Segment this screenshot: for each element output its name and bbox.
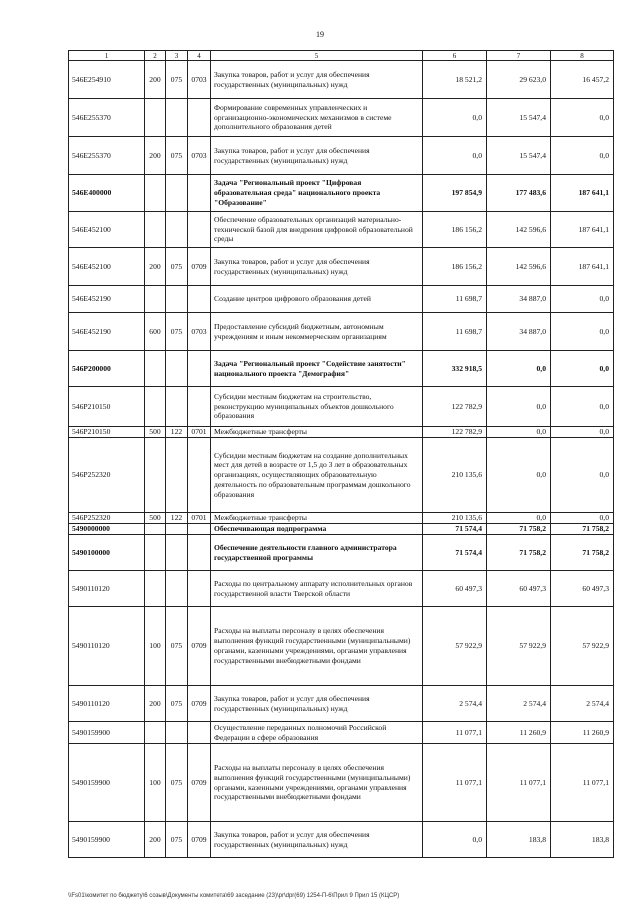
kvr-cell: 500 — [145, 513, 166, 524]
value-cell-2022: 0,0 — [551, 438, 614, 513]
name-cell: Обеспечение образовательных организаций материально-технической базой для внедрения цифровой образовательной среды — [211, 212, 423, 248]
name-cell: Задача "Региональный проект "Цифровая образовательная среда" национального проекта "Образование" — [211, 175, 423, 212]
name-cell: Закупка товаров, работ и услуг для обеспечения государственных (муниципальных) нужд — [211, 822, 423, 858]
name-cell: Расходы на выплаты персоналу в целях обеспечения выполнения функций государственными (муниципальными) органами, казенными учреждениями, органами управления государственными внебюджетными фондами — [211, 744, 423, 822]
value-cell-2021: 0,0 — [487, 438, 551, 513]
kvr-cell: 200 — [145, 137, 166, 175]
name-cell: Предоставление субсидий бюджетным, автономным учреждениям и иным некоммерческим организациям — [211, 313, 423, 351]
kvr-cell — [145, 351, 166, 387]
value-cell-2021: 15 547,4 — [487, 99, 551, 137]
value-cell-2021: 142 596,6 — [487, 212, 551, 248]
value-cell-2021: 11 260,9 — [487, 722, 551, 744]
code-cell: 5490159900 — [69, 822, 145, 858]
value-cell-2022: 0,0 — [551, 137, 614, 175]
table-row — [69, 524, 614, 535]
value-cell-2020: 71 574,4 — [423, 524, 487, 535]
code-cell: 546E452190 — [69, 286, 145, 313]
value-cell-2022: 2 574,4 — [551, 686, 614, 722]
value-cell-2022: 187 641,1 — [551, 175, 614, 212]
value-cell-2022: 71 758,2 — [551, 524, 614, 535]
value-cell-2022: 0,0 — [551, 286, 614, 313]
ministry-cell — [166, 722, 188, 744]
value-cell-2020: 11 698,7 — [423, 313, 487, 351]
kvr-cell: 500 — [145, 427, 166, 438]
ministry-cell — [166, 212, 188, 248]
value-cell-2020: 197 854,9 — [423, 175, 487, 212]
column-header-6: 6 — [423, 51, 487, 61]
ministry-cell — [166, 175, 188, 212]
kvr-cell: 200 — [145, 61, 166, 99]
value-cell-2022: 0,0 — [551, 427, 614, 438]
name-cell: Расходы по центральному аппарату исполнительных органов государственной власти Тверской области — [211, 571, 423, 607]
value-cell-2020: 0,0 — [423, 822, 487, 858]
table-row — [69, 212, 614, 248]
name-cell: Задача "Региональный проект "Содействие занятости" национального проекта "Демография" — [211, 351, 423, 387]
value-cell-2021: 71 758,2 — [487, 535, 551, 571]
code-cell: 546E255370 — [69, 137, 145, 175]
table-row — [69, 427, 614, 438]
section-cell — [188, 175, 211, 212]
name-cell: Закупка товаров, работ и услуг для обеспечения государственных (муниципальных) нужд — [211, 61, 423, 99]
column-header-5: 5 — [211, 51, 423, 61]
value-cell-2021: 29 623,0 — [487, 61, 551, 99]
table-header-row — [69, 51, 614, 61]
ministry-cell — [166, 387, 188, 427]
name-cell: Обеспечивающая подпрограмма — [211, 524, 423, 535]
kvr-cell: 100 — [145, 744, 166, 822]
name-cell: Закупка товаров, работ и услуг для обеспечения государственных (муниципальных) нужд — [211, 137, 423, 175]
value-cell-2021: 34 887,0 — [487, 286, 551, 313]
kvr-cell — [145, 722, 166, 744]
code-cell: 546P252320 — [69, 513, 145, 524]
ministry-cell: 075 — [166, 61, 188, 99]
value-cell-2020: 122 782,9 — [423, 387, 487, 427]
value-cell-2022: 57 922,9 — [551, 607, 614, 686]
value-cell-2021: 15 547,4 — [487, 137, 551, 175]
value-cell-2020: 2 574,4 — [423, 686, 487, 722]
code-cell: 5490159900 — [69, 744, 145, 822]
table-row — [69, 286, 614, 313]
kvr-cell: 200 — [145, 822, 166, 858]
value-cell-2021: 142 596,6 — [487, 248, 551, 286]
value-cell-2021: 60 497,3 — [487, 571, 551, 607]
section-cell: 0709 — [188, 686, 211, 722]
value-cell-2021: 57 922,9 — [487, 607, 551, 686]
value-cell-2022: 187 641,1 — [551, 248, 614, 286]
value-cell-2020: 122 782,9 — [423, 427, 487, 438]
section-cell — [188, 524, 211, 535]
section-cell: 0709 — [188, 744, 211, 822]
code-cell: 546E452100 — [69, 248, 145, 286]
value-cell-2020: 18 521,2 — [423, 61, 487, 99]
section-cell: 0703 — [188, 313, 211, 351]
value-cell-2020: 57 922,9 — [423, 607, 487, 686]
section-cell — [188, 351, 211, 387]
section-cell: 0709 — [188, 248, 211, 286]
value-cell-2020: 11 698,7 — [423, 286, 487, 313]
value-cell-2020: 11 077,1 — [423, 744, 487, 822]
ministry-cell: 122 — [166, 513, 188, 524]
value-cell-2022: 0,0 — [551, 387, 614, 427]
ministry-cell — [166, 535, 188, 571]
section-cell: 0703 — [188, 61, 211, 99]
column-header-7: 7 — [487, 51, 551, 61]
name-cell: Расходы на выплаты персоналу в целях обеспечения выполнения функций государственными (муниципальными) органами, казенными учреждениями, органами управления государственными внебюджетными фондами — [211, 607, 423, 686]
ministry-cell: 075 — [166, 686, 188, 722]
section-cell — [188, 387, 211, 427]
code-cell: 5490110120 — [69, 686, 145, 722]
table-row — [69, 744, 614, 822]
column-header-1: 1 — [69, 51, 145, 61]
value-cell-2020: 210 135,6 — [423, 513, 487, 524]
code-cell: 546P200000 — [69, 351, 145, 387]
code-cell: 5490000000 — [69, 524, 145, 535]
value-cell-2021: 2 574,4 — [487, 686, 551, 722]
name-cell: Создание центров цифрового образования детей — [211, 286, 423, 313]
section-cell: 0701 — [188, 513, 211, 524]
code-cell: 546E254910 — [69, 61, 145, 99]
section-cell: 0701 — [188, 427, 211, 438]
kvr-cell — [145, 438, 166, 513]
column-header-2: 2 — [145, 51, 166, 61]
value-cell-2021: 71 758,2 — [487, 524, 551, 535]
page-number: 19 — [316, 30, 324, 39]
kvr-cell — [145, 571, 166, 607]
code-cell: 5490110120 — [69, 607, 145, 686]
value-cell-2021: 11 077,1 — [487, 744, 551, 822]
name-cell: Формирование современных управленческих и организационно-экономических механизмов в системе дополнительного образования детей — [211, 99, 423, 137]
table-row — [69, 438, 614, 513]
section-cell — [188, 212, 211, 248]
value-cell-2022: 0,0 — [551, 313, 614, 351]
kvr-cell — [145, 524, 166, 535]
name-cell: Субсидии местным бюджетам на строительство, реконструкцию муниципальных объектов дошкольного образования — [211, 387, 423, 427]
value-cell-2020: 332 918,5 — [423, 351, 487, 387]
kvr-cell: 200 — [145, 686, 166, 722]
ministry-cell — [166, 99, 188, 137]
table-row — [69, 313, 614, 351]
name-cell: Субсидии местным бюджетам на создание дополнительных мест для детей в возрасте от 1,5 до 3 лет в образовательных организациях, осуществляющих образовательную деятельность по образовательным программам дошкольного образования — [211, 438, 423, 513]
kvr-cell — [145, 175, 166, 212]
ministry-cell — [166, 286, 188, 313]
ministry-cell: 075 — [166, 744, 188, 822]
ministry-cell — [166, 438, 188, 513]
value-cell-2021: 0,0 — [487, 427, 551, 438]
column-header-3: 3 — [166, 51, 188, 61]
section-cell — [188, 535, 211, 571]
kvr-cell: 600 — [145, 313, 166, 351]
section-cell: 0709 — [188, 607, 211, 686]
value-cell-2022: 0,0 — [551, 99, 614, 137]
value-cell-2021: 177 483,6 — [487, 175, 551, 212]
section-cell — [188, 438, 211, 513]
section-cell — [188, 571, 211, 607]
ministry-cell: 122 — [166, 427, 188, 438]
value-cell-2020: 210 135,6 — [423, 438, 487, 513]
value-cell-2021: 0,0 — [487, 513, 551, 524]
footer-file-path: \\Fs01\комитет по бюджету\6 созыв\Документы комитета\69 заседание (23)\pr\dpr(69) 1254-П-6\Прил 9 Прил 15 (КЦСР) — [68, 893, 400, 899]
kvr-cell: 100 — [145, 607, 166, 686]
name-cell: Межбюджетные трансферты — [211, 513, 423, 524]
section-cell — [188, 286, 211, 313]
ministry-cell: 075 — [166, 822, 188, 858]
table-row — [69, 535, 614, 571]
value-cell-2022: 11 077,1 — [551, 744, 614, 822]
code-cell: 546E400000 — [69, 175, 145, 212]
table-row — [69, 137, 614, 175]
section-cell: 0703 — [188, 137, 211, 175]
code-cell: 546P210150 — [69, 387, 145, 427]
code-cell: 546E255370 — [69, 99, 145, 137]
kvr-cell — [145, 387, 166, 427]
ministry-cell: 075 — [166, 137, 188, 175]
kvr-cell: 200 — [145, 248, 166, 286]
table-row — [69, 175, 614, 212]
code-cell: 5490159900 — [69, 722, 145, 744]
value-cell-2022: 183,8 — [551, 822, 614, 858]
ministry-cell: 075 — [166, 607, 188, 686]
table-row — [69, 387, 614, 427]
ministry-cell — [166, 351, 188, 387]
value-cell-2022: 60 497,3 — [551, 571, 614, 607]
ministry-cell — [166, 571, 188, 607]
value-cell-2022: 187 641,1 — [551, 212, 614, 248]
value-cell-2020: 186 156,2 — [423, 212, 487, 248]
value-cell-2022: 0,0 — [551, 513, 614, 524]
value-cell-2020: 11 077,1 — [423, 722, 487, 744]
value-cell-2021: 183,8 — [487, 822, 551, 858]
table-row — [69, 571, 614, 607]
budget-table — [68, 50, 614, 858]
kvr-cell — [145, 99, 166, 137]
name-cell: Закупка товаров, работ и услуг для обеспечения государственных (муниципальных) нужд — [211, 248, 423, 286]
section-cell — [188, 99, 211, 137]
value-cell-2021: 0,0 — [487, 387, 551, 427]
code-cell: 546E452190 — [69, 313, 145, 351]
kvr-cell — [145, 535, 166, 571]
value-cell-2021: 0,0 — [487, 351, 551, 387]
value-cell-2022: 0,0 — [551, 351, 614, 387]
table-row — [69, 607, 614, 686]
code-cell: 5490100000 — [69, 535, 145, 571]
table-row — [69, 61, 614, 99]
kvr-cell — [145, 286, 166, 313]
kvr-cell — [145, 212, 166, 248]
ministry-cell: 075 — [166, 313, 188, 351]
ministry-cell: 075 — [166, 248, 188, 286]
value-cell-2020: 0,0 — [423, 99, 487, 137]
value-cell-2020: 71 574,4 — [423, 535, 487, 571]
value-cell-2020: 0,0 — [423, 137, 487, 175]
table-row — [69, 822, 614, 858]
value-cell-2020: 186 156,2 — [423, 248, 487, 286]
table-row — [69, 351, 614, 387]
code-cell: 546P210150 — [69, 427, 145, 438]
table-row — [69, 722, 614, 744]
name-cell: Осуществление переданных полномочий Российской Федерации в сфере образования — [211, 722, 423, 744]
name-cell: Межбюджетные трансферты — [211, 427, 423, 438]
table-row — [69, 513, 614, 524]
name-cell: Закупка товаров, работ и услуг для обеспечения государственных (муниципальных) нужд — [211, 686, 423, 722]
column-header-4: 4 — [188, 51, 211, 61]
name-cell: Обеспечение деятельности главного администратора государственной программы — [211, 535, 423, 571]
section-cell — [188, 722, 211, 744]
value-cell-2022: 16 457,2 — [551, 61, 614, 99]
value-cell-2020: 60 497,3 — [423, 571, 487, 607]
table-row — [69, 248, 614, 286]
value-cell-2021: 34 887,0 — [487, 313, 551, 351]
value-cell-2022: 11 260,9 — [551, 722, 614, 744]
column-header-8: 8 — [551, 51, 614, 61]
section-cell: 0709 — [188, 822, 211, 858]
code-cell: 546P252320 — [69, 438, 145, 513]
table-row — [69, 99, 614, 137]
value-cell-2022: 71 758,2 — [551, 535, 614, 571]
code-cell: 5490110120 — [69, 571, 145, 607]
table-row — [69, 686, 614, 722]
ministry-cell — [166, 524, 188, 535]
code-cell: 546E452100 — [69, 212, 145, 248]
